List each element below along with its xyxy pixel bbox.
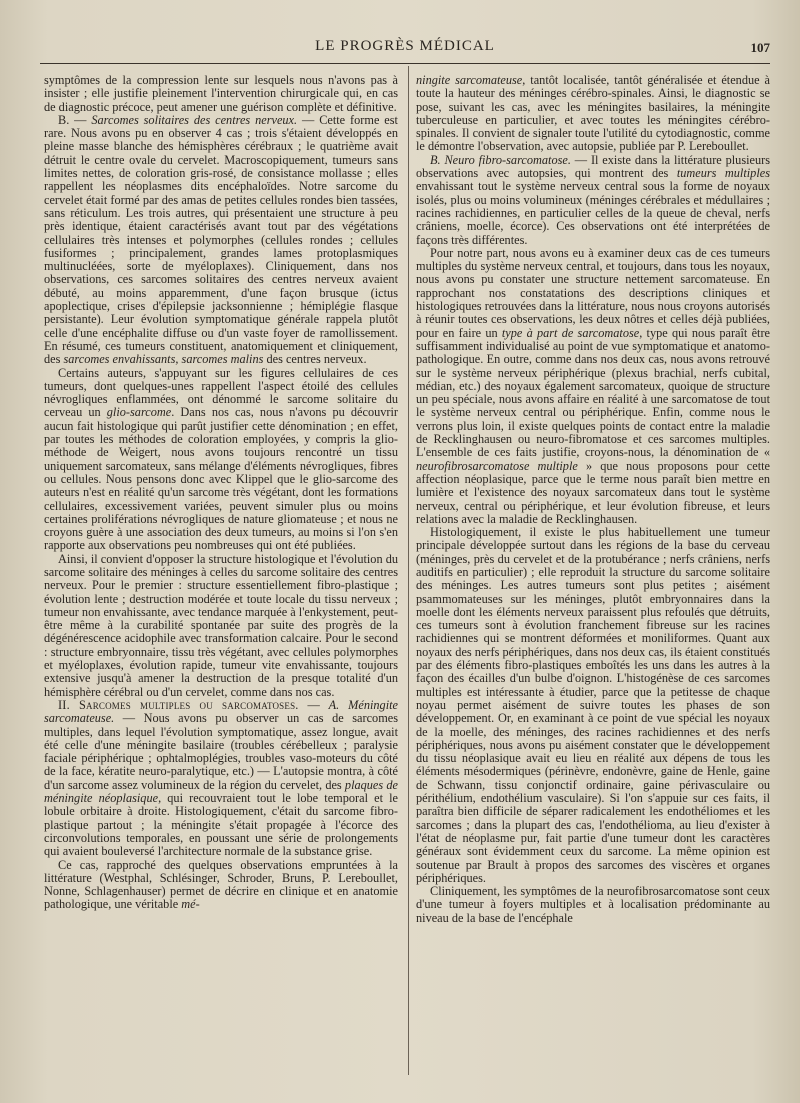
right-paragraph-4: Histologiquement, il existe le plus habituellement une tumeur principale développée surtout dans les régions de la base du cerveau (méninges, près du cervelet et de la protubérance ; nerfs crâniens, nerfs auditifs en particulier) ; elle reproduit la structure du sarcome solitaire des méninges. Les autres tumeurs sont plus petites ; aisément psammomateuses sur les méninges, plutôt embryonnaires dans la moelle dont les éléments nerveux paraissent plus refoulés que détruits, ces tumeurs sont à évolution franchement fibreuse sur les racines rachidiennes qui se montrent déformées et moniliformes. Quant aux noyaux des nerfs périphériques, dans nos deux cas, ils étaient constitués par des éléments fibro-plastiques emboîtés les uns dans les autres à la façon des écailles d'un bulbe d'oignon. L'histogénèse de ces sarcomes multiples est intéressante à étudier, parce que la petitesse de chaque noyau permet aisément de suivre toutes les phases de son développement. Or, en examinant à ce point de vue spécial les noyaux de la moelle, des méninges, des racines rachidiennes et des nerfs périphériques, nous avons pu aisément constater que le développement du tissu néoplasique avait eu lieu en réalité aux dépens de tous les éléments mésodermiques (périnèvre, endonèvre, gaine de Henle, gaine de Schwann, tissu conjonctif ordinaire, gaine périvasculaire ou périthélium, endothélium vasculaire). Si l'on s'appuie sur ces faits, il paraîtra bien difficile de séparer radicalement les endothéliomes et les sarcomes ; dans la plupart des cas, l'endothélioma, au lieu d'exister à l'état de néoplasme pur, fait partie d'une tumeur dont les caractères généraux sont évidemment ceux du sarcome. La même opinion est soutenue par Brault à propos des sarcomes des viscères et organes périphériques. bbox=[416, 525, 770, 885]
section-title-meningite: Méningite sarcomateuse. bbox=[44, 697, 398, 726]
left-paragraph-3: Certains auteurs, s'appuyant sur les figures cellulaires de ces tumeurs, dont quelques-unes rappellent l'aspect étoilé des cellules névrogliques enflammées, ont dénommé le sarcome solitaire du cerveau un glio-sarcome. Dans nos cas, nous n'avons pu découvrir aucun fait histologique qui parût justifier cette dénomination ; en effet, par toutes les méthodes de coloration employées, y compris la glio-méthode de Weigert, nous avons toujours rencontré un tissu uniquement sarcomateux, sans mélange d'éléments névrogliques, fibres ou cellules. Nous pensons donc avec Klippel que le glio-sarcome des auteurs n'est en réalité qu'un sarcome très végétant, dont les formations cellulaires, excessivement variées, peuvent simuler plus ou moins certaines proliférations névrogliques de nature gliomateuse ; et nous ne croyons guère à une association des deux tumeurs, au moins si l'on s'en rapporte aux observations peu nombreuses qui ont été publiées. bbox=[44, 365, 399, 553]
left-column bbox=[44, 74, 398, 912]
left-paragraph-2: B. — Sarcomes solitaires des centres nerveux. — Cette forme est rare. Nous avons pu en observer 4 cas ; trois s'étaient développés en pleine masse blanche des hémisphères cérébraux ; le quatrième avait détruit le centre ovale du cervelet. Macroscopiquement, tumeurs sans limites nettes, de coloration gris-rosé, de consistance mollasse ; elles rappellent les néoplasmes dits encéphaloïdes. Notre sarcome du cervelet était formé par des amas de petites cellules rondes bien tassées, sans réticulum. Les trois autres, qui présentaient une structure à peu près identique, étaient caractérisés avant tout par des végétations cellulaires très intenses et polymorphes (cellules rondes ; cellules fusiformes ; principalement, grandes lames protoplasmiques multinucléées, sorte de myéloplaxes). Cliniquement, dans nos observations, ces sarcomes solitaires des centres nerveux avaient débuté, au moins apparemment, d'une façon brusque (ictus apoplectique, crises d'épilepsie jacksonnienne ; hémiplégie flasque persistante). Leur évolution symptomatique générale rappela plutôt celle d'une encéphalite diffuse ou d'un vaste foyer de ramollissement. En résumé, ces tumeurs constituent, anatomiquement et cliniquement, des sarcomes envahissants, sarcomes malins des centres nerveux. bbox=[44, 112, 398, 367]
right-paragraph-1: ningite sarcomateuse, tantôt localisée, tantôt généralisée et étendue à toute la hauteur des méninges cérébro-spinales. Ainsi, le diagnostic se pose, suivant les cas, avec les méningites basilaires, la méningite tuberculeuse en particulier, et avec toutes les méningites cérébro-spinales. Il convient de signaler toute l'utilité du cytodiagnostic, comme le démontre l'observation, avec autopsie, publiée par P. Lereboullet. bbox=[416, 73, 770, 154]
page-header bbox=[40, 38, 770, 60]
right-paragraph-2: B. Neuro fibro-sarcomatose. — Il existe dans la littérature plusieurs observations avec autopsies, qui montrent des tumeurs multiples envahissant tout le système nerveux central sous la forme de noyaux isolés, plus ou moins volumineux (méninges cérébrales et médullaires ; racines rachidiennes, en particulier celles de la queue de cheval, nerfs crâniens, moelle, écorce). Ces observations ont été interprétées de façons très différentes. bbox=[416, 152, 771, 247]
left-paragraph-1: symptômes de la compression lente sur lesquels nous n'avons pas à insister ; elle justifie pleinement l'intervention chirurgicale qui, en cas de diagnostic précoce, peut amener une guérison complète et définitive. bbox=[44, 73, 398, 114]
section-title-neuro-fibro-sarcomatose: Neuro fibro-sarcomatose. bbox=[444, 152, 571, 167]
right-column bbox=[416, 74, 770, 925]
column-divider bbox=[408, 66, 409, 1075]
left-paragraph-5: II. Sarcomes multiples ou sarcomatoses. — A. Méningite sarcomateuse. — Nous avons pu observer un cas de sarcomes multiples, dans lequel l'évolution symptomatique, assez longue, avait été celle d'une méningite basilaire (troubles cérébelleux ; paralysie faciale périphérique ; ophtalmoplégies, troubles vaso-moteurs du côté de la face, kératite neuro-paralytique, etc.) — L'autopsie montra, à côté d'un sarcome assez volumineux de la région du cervelet, des plaques de méningite néoplasique, qui recouvraient tout le lobe temporal et le lobule orbitaire à droite. Histologiquement, c'était du sarcome fibro-plastique partout ; la méningite s'était propagée à l'écorce des circonvolutions temporales, en poussant une série de prolongements qui avaient bouleversé l'architecture normale de la substance grise. bbox=[44, 697, 398, 859]
section-title-sarcomes-solitaires: Sarcomes solitaires des centres nerveux. bbox=[91, 112, 298, 127]
right-paragraph-3: Pour notre part, nous avons eu à examiner deux cas de ces tumeurs multiples du système nerveux central, et toujours, dans tous les noyaux, nous avons pu constater une structure nettement sarcomateuse. En rapprochant nos constatations des descriptions cliniques et histologiques retrouvées dans la littérature, nous nous croyons autorisés à réunir toutes ces observations, les deux nôtres et celles déjà publiées, pour en faire un type à part de sarcomatose, type qui nous paraît être suffisamment individualisé au point de vue symptomatique et anatomo-pathologique. En outre, comme dans nos deux cas, nous avons retrouvé sur le système nerveux périphérique (plexus brachial, nerfs cubital, médian, etc.) des noyaux également sarcomateux, quoique de structure un peu spéciale, nous avons affaire en réalité à une sarcomatose de tout le système nerveux central ou périphérique. Enfin, comme nous le verrons plus loin, il existe quelques points de contact entre la maladie de Recklinghausen ou neuro-fibromatose et ces sarcomes multiples. L'ensemble de ces faits justifie, croyons-nous, la dénomination de « neurofibrosarcomatose multiple » que nous proposons pour cette affection néoplasique, parce que le terme nous paraît bien mettre en lumière et l'existence des noyaux sarcomateux dans tout le système nerveux, central ou périphérique, et leur évolution fibreuse, et leurs relations avec la maladie de Recklinghausen. bbox=[416, 245, 770, 526]
right-paragraph-5: Cliniquement, les symptômes de la neurofibrosarcomatose sont ceux d'une tumeur à foyers multiples et à localisation prédominante au niveau de la base de l'encéphale bbox=[416, 884, 770, 925]
section-heading-sarcomes-multiples: II. Sarcomes multiples ou sarcomatoses. bbox=[58, 697, 299, 712]
header-rule bbox=[40, 63, 770, 64]
running-title: LE PROGRÈS MÉDICAL bbox=[315, 38, 495, 54]
left-paragraph-4: Ainsi, il convient d'opposer la structure histologique et l'évolution du sarcome solitaire des méninges à celles du sarcome solitaire des centres nerveux. Pour le premier : structure essentiellement fibro-plastique ; évolution lente ; destruction modérée et toute locale du tissu nerveux ; tumeur non envahissante, avec tendance marquée à l'enkystement, peut-être même à la curabilité spontanée par suite des progrès de la dégénérescence acidophile avec transformation calcaire. Pour le second : structure embryonnaire, tissu très végétant, avec cellules polymorphes et myéloplaxes, évolution rapide, tumeur vite envahissante, toujours extensive jusqu'à amener la destruction de la presque totalité d'un hémisphère cérébral ou d'un cervelet, comme dans nos cas. bbox=[44, 551, 398, 699]
page-number: 107 bbox=[750, 40, 770, 55]
left-paragraph-6: Ce cas, rapproché des quelques observations empruntées à la littérature (Westphal, Schlésinger, Schroder, Bruns, P. Lereboullet, Nonne, Schlagenhauser) permet de décrire en clinique et en anatomie pathologique, une véritable mé- bbox=[44, 857, 398, 912]
